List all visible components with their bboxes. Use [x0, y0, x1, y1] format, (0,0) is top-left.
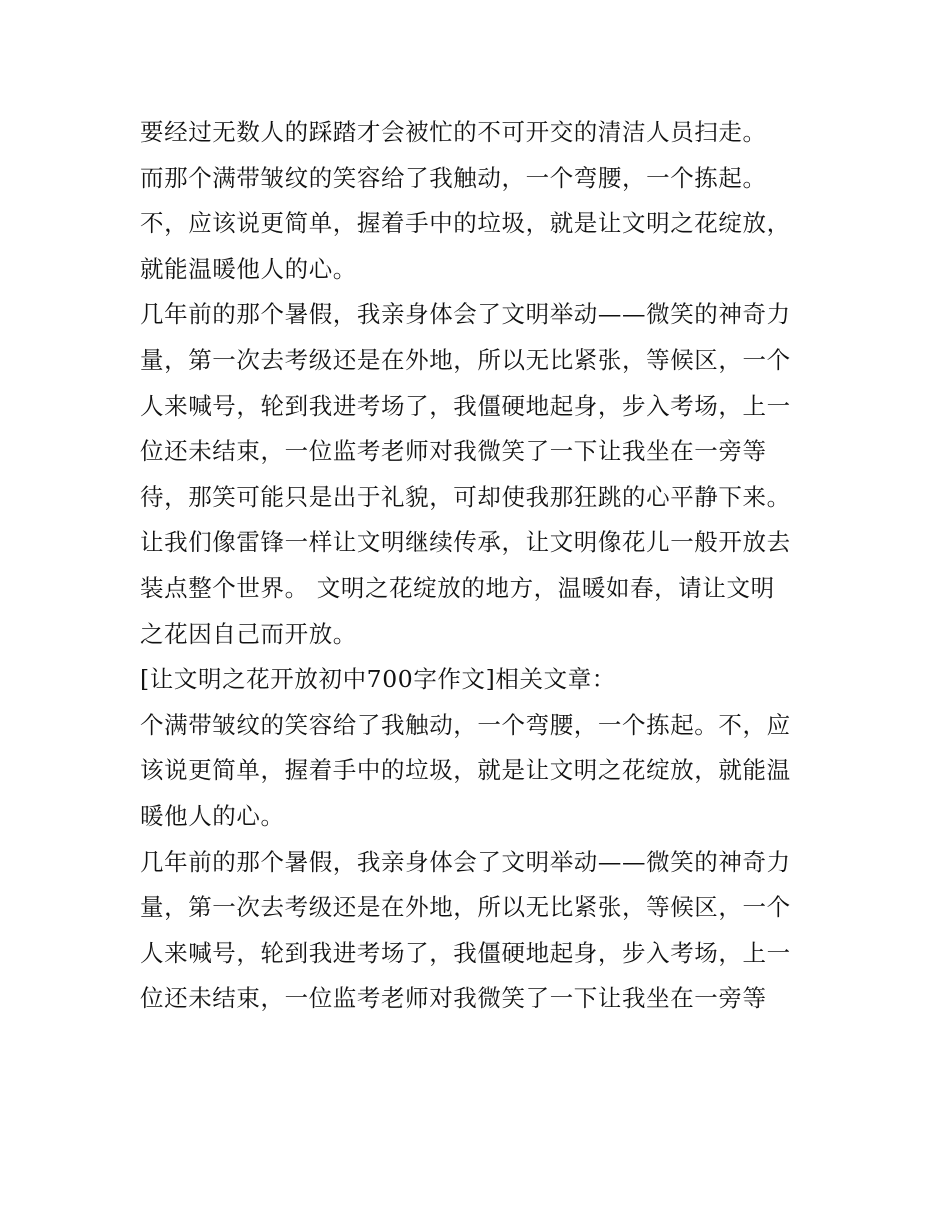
text-line: 量，第一次去考级还是在外地，所以无比紧张，等候区，一个 [140, 345, 791, 374]
text-line: 暖他人的心。 [140, 801, 285, 830]
text-line: 人来喊号，轮到我进考场了，我僵硬地起身，步入考场，上一 [140, 938, 791, 967]
text-line: 量，第一次去考级还是在外地，所以无比紧张，等候区，一个 [140, 893, 791, 922]
related-articles-heading: [让文明之花开放初中700字作文]相关文章： [140, 665, 616, 694]
text-line: 而那个满带皱纹的笑容给了我触动，一个弯腰，一个拣起。 [140, 163, 767, 192]
body-text [140, 110, 820, 1022]
text-line: 几年前的那个暑假，我亲身体会了文明举动——微笑的神奇力 [140, 300, 791, 329]
text-line: 位还未结束，一位监考老师对我微笑了一下让我坐在一旁等 [140, 984, 767, 1013]
text-line: 装点整个世界。 文明之花绽放的地方，温暖如春，请让文明 [140, 573, 775, 602]
text-line: 位还未结束，一位监考老师对我微笑了一下让我坐在一旁等 [140, 437, 767, 466]
text-line: 人来喊号，轮到我进考场了，我僵硬地起身，步入考场，上一 [140, 391, 791, 420]
text-line: 几年前的那个暑假，我亲身体会了文明举动——微笑的神奇力 [140, 847, 791, 876]
text-line: 之花因自己而开放。 [140, 619, 357, 648]
text-line: 个满带皱纹的笑容给了我触动，一个弯腰，一个拣起。不，应 [140, 710, 791, 739]
text-line: 不，应该说更简单，握着手中的垃圾，就是让文明之花绽放， [140, 209, 791, 238]
text-line: 就能温暖他人的心。 [140, 254, 357, 283]
text-line: 让我们像雷锋一样让文明继续传承，让文明像花儿一般开放去 [140, 528, 791, 557]
text-line: 该说更简单，握着手中的垃圾，就是让文明之花绽放，就能温 [140, 756, 791, 785]
text-line: 要经过无数人的踩踏才会被忙的不可开交的清洁人员扫走。 [140, 118, 767, 146]
text-line: 待，那笑可能只是出于礼貌，可却使我那狂跳的心平静下来。 [140, 482, 791, 511]
